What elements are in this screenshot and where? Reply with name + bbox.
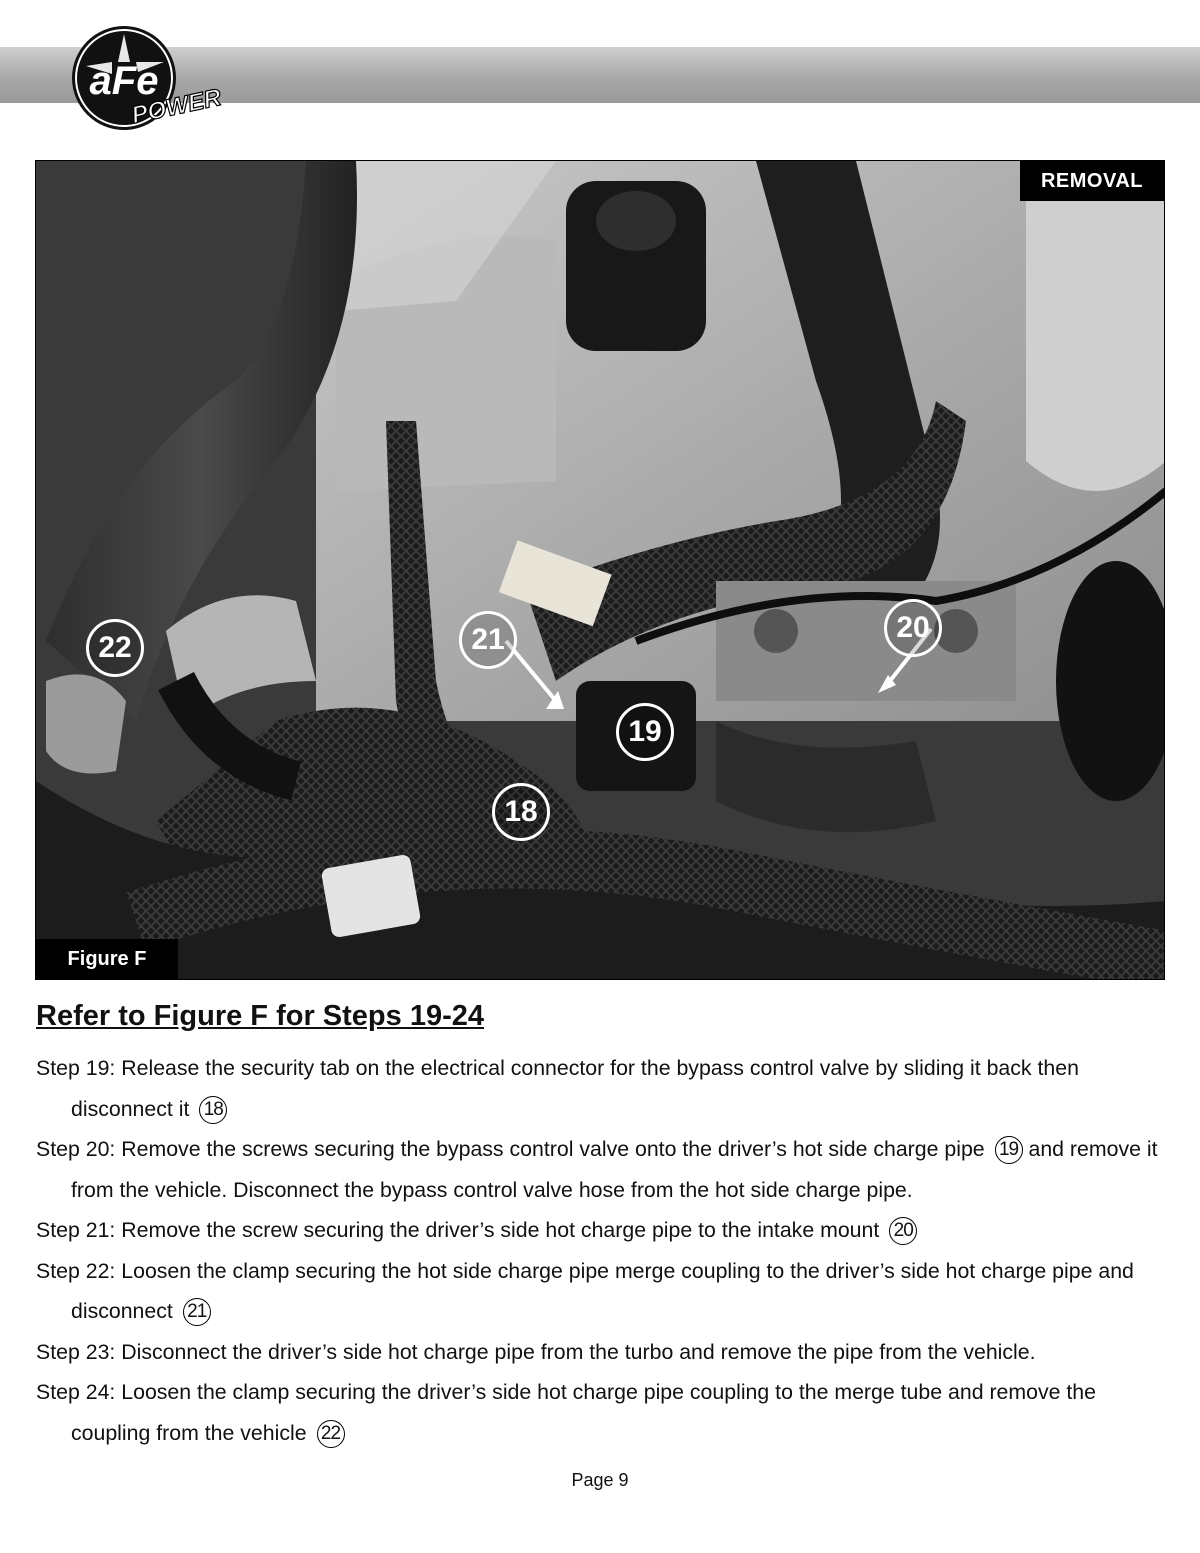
engine-bay-photo — [36, 161, 1165, 980]
svg-text:aFe: aFe — [89, 59, 159, 103]
step-20-tail: and remove it from the vehicle. Disconnect the bypass control valve hose from the hot side charge pipe. — [71, 1137, 1158, 1202]
step-24-ref: 22 — [317, 1420, 345, 1448]
step-21-text: Step 21: Remove the screw securing the driver’s side hot charge pipe to the intake mount — [36, 1218, 880, 1242]
step-21-ref: 20 — [889, 1217, 917, 1245]
section-heading: Refer to Figure F for Steps 19-24 — [36, 1000, 484, 1032]
figure-label: Figure F — [36, 939, 178, 979]
step-22-text: Step 22: Loosen the clamp securing the hot side charge pipe merge coupling to the driver’s side hot charge pipe and disconnect — [36, 1258, 1134, 1323]
step-20-ref: 19 — [995, 1136, 1023, 1164]
step-23 — [36, 1332, 1176, 1373]
callout-22: 22 — [86, 619, 144, 677]
step-20-text: Step 20: Remove the screws securing the bypass control valve onto the driver’s hot side charge pipe — [36, 1137, 985, 1161]
callout-19: 19 — [616, 703, 674, 761]
callout-18: 18 — [492, 783, 550, 841]
steps-list — [36, 1048, 1176, 1453]
step-20 — [36, 1129, 1176, 1210]
page-number: Page 9 — [571, 1470, 629, 1490]
callout-20: 20 — [884, 599, 942, 657]
step-22 — [36, 1251, 1176, 1332]
removal-tag: REMOVAL — [1020, 161, 1164, 201]
step-19-ref: 18 — [199, 1096, 227, 1124]
svg-text:POWER: POWER — [129, 84, 224, 130]
step-19 — [36, 1048, 1176, 1129]
step-22-ref: 21 — [183, 1298, 211, 1326]
step-24-text: Step 24: Loosen the clamp securing the driver’s side hot charge pipe coupling to the merge tube and remove the coupling from the vehicle — [36, 1380, 1096, 1445]
step-23-text: Step 23: Disconnect the driver’s side hot charge pipe from the turbo and remove the pipe from the vehicle. — [36, 1339, 1036, 1364]
callout-21: 21 — [459, 611, 517, 669]
figure-f-photo — [35, 160, 1165, 980]
step-19-text: Step 19: Release the security tab on the electrical connector for the bypass control valve by sliding it back then disconnect it — [36, 1056, 1079, 1121]
step-21 — [36, 1210, 1176, 1251]
afe-power-logo — [66, 22, 236, 134]
step-24 — [36, 1372, 1176, 1453]
